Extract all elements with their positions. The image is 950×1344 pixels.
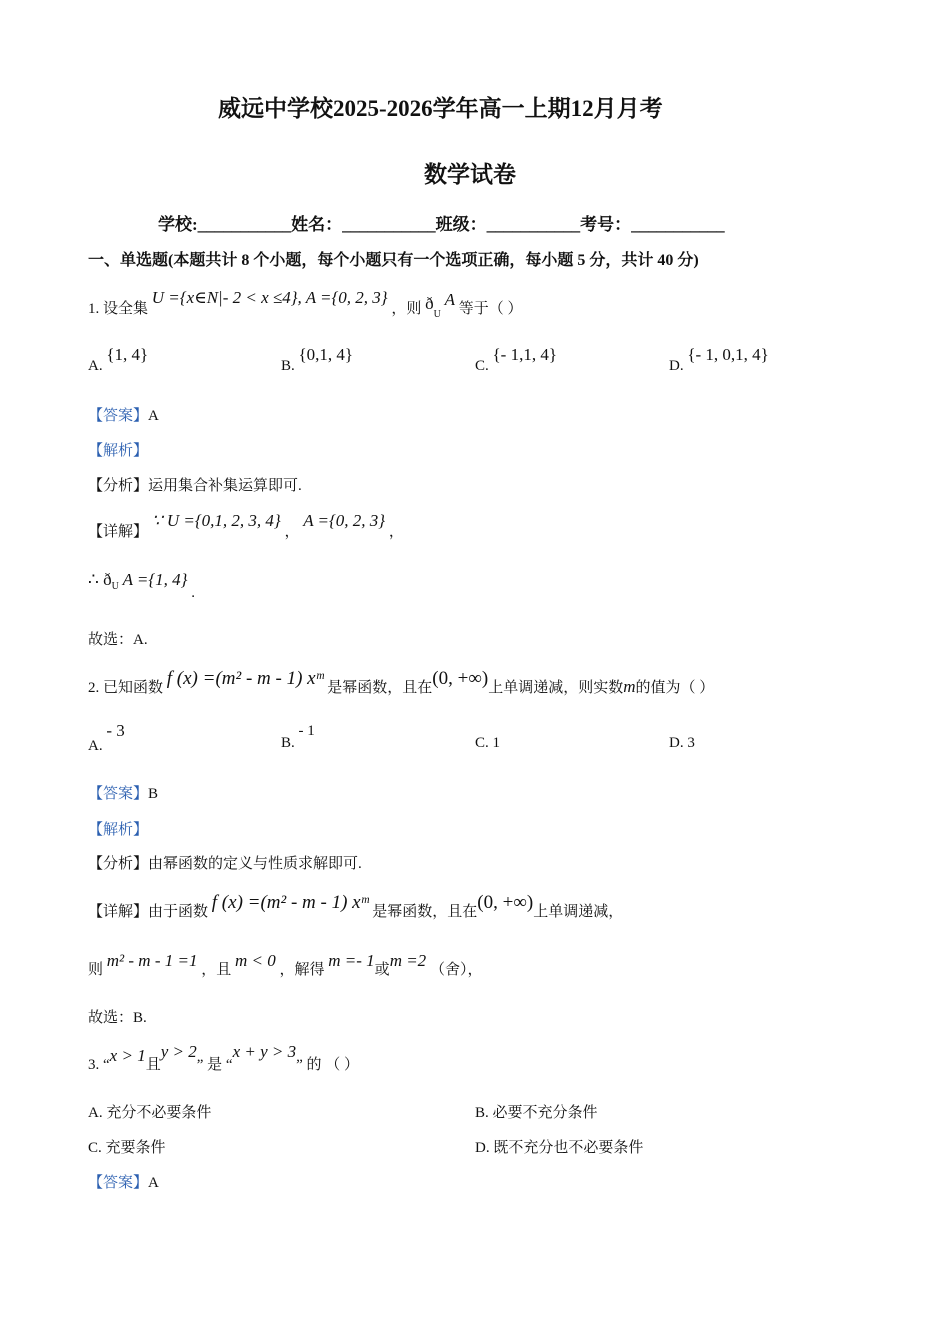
q2-option-a-label: A. <box>88 738 103 754</box>
q1-option-d-value: {- 1, 0,1, 4} <box>687 345 769 364</box>
q3-answer-tag: 【答案】 <box>88 1175 149 1191</box>
q3-cond2: y > 2 <box>160 1042 197 1061</box>
q2-prefix: 2. 已知函数 <box>88 680 164 696</box>
q1-detail-period: . <box>191 585 195 601</box>
q2-detail-text3: 上单调递减， <box>533 904 624 920</box>
q1-answer-tag: 【答案】 <box>88 408 149 424</box>
q2-suffix2: 的值为（ ） <box>635 680 715 696</box>
q1-analysis <box>88 474 302 495</box>
q1-answer <box>88 404 159 425</box>
q2-detail-jiede: ，解得 <box>279 962 325 978</box>
q3-cond3: x + y > 3 <box>232 1042 297 1061</box>
q3-and: 且 <box>145 1057 161 1073</box>
q1-option-a-label: A. <box>88 358 103 374</box>
q2-stem <box>88 668 715 698</box>
q1-detail-line2 <box>88 570 195 601</box>
q3-prefix: 3. “ <box>88 1057 110 1073</box>
q1-detail-U: ∵ U ={0,1, 2, 3, 4} <box>151 511 281 530</box>
q3-option-a-value: 充分不必要条件 <box>106 1105 212 1121</box>
q2-suffix: 上单调递减，则实数 <box>488 680 624 696</box>
q2-detail-eq2: m < 0 <box>234 951 276 970</box>
q1-detail-comma1: ， <box>284 524 300 540</box>
q1-detail-comma2: ， <box>388 524 404 540</box>
q2-answer-tag: 【答案】 <box>88 786 149 802</box>
exam-title: 威远中学校2025-2026学年高一上期12月月考 <box>218 96 663 121</box>
q2-answer <box>88 782 158 803</box>
q2-detail-line2 <box>88 951 483 979</box>
q2-detail-she: （舍）， <box>429 962 483 978</box>
q2-option-a-value: - 3 <box>106 721 125 740</box>
q1-complement-A: A <box>444 290 455 309</box>
q2-detail-tag: 【详解】 <box>88 904 149 920</box>
q3-cond1: x > 1 <box>109 1046 146 1065</box>
q1-detail-tag: 【详解】 <box>88 524 149 540</box>
q1-option-d <box>669 345 769 375</box>
q2-answer-value: B <box>148 786 159 802</box>
q1-conclusion: 故选：A. <box>88 632 148 648</box>
q3-option-d-value: 既不充分也不必要条件 <box>493 1140 644 1156</box>
q2-option-c-label: C. <box>475 735 489 751</box>
q1-detail-line1 <box>88 511 404 541</box>
q1-prefix: 1. 设全集 <box>88 301 149 317</box>
exam-subtitle: 数学试卷 <box>424 162 516 187</box>
q1-suffix: 等于（ ） <box>458 301 523 317</box>
q2-detail-eq1: m² - m - 1 =1 <box>106 951 198 970</box>
q3-option-a <box>88 1101 211 1122</box>
q3-answer <box>88 1171 159 1192</box>
q1-option-c-value: {- 1,1, 4} <box>492 345 557 364</box>
q1-option-a <box>88 345 149 375</box>
q1-mid: ，则 <box>391 301 422 317</box>
q3-answer-value: A <box>148 1175 159 1191</box>
q1-complement-sub: U <box>433 309 441 320</box>
q3-option-a-label: A. <box>88 1105 103 1121</box>
q2-detail-text1: 由于函数 <box>148 904 209 920</box>
q1-answer-value: A <box>148 408 159 424</box>
q2-detail-interval: (0, +∞) <box>477 892 534 913</box>
q2-option-c <box>475 735 500 752</box>
q2-detail-qie: ，且 <box>201 962 232 978</box>
q2-detail-huo: 或 <box>374 962 390 978</box>
q1-detail-A: A ={0, 2, 3} <box>303 511 386 530</box>
q1-detail-result: A ={1, 4} <box>122 570 188 589</box>
q2-option-d-value: 3 <box>687 735 695 751</box>
q1-detail-sub: U <box>111 581 119 592</box>
q3-option-b-label: B. <box>475 1105 489 1121</box>
q3-option-d <box>475 1136 643 1157</box>
q2-option-a <box>88 721 125 755</box>
q2-detail-eq3: m =- 1 <box>328 951 375 970</box>
q1-option-a-value: {1, 4} <box>106 345 149 364</box>
q2-detail-eq4: m =2 <box>389 951 427 970</box>
q1-option-c <box>475 345 557 375</box>
q3-suffix: ” 的 （ ） <box>296 1057 360 1073</box>
q1-jiexi-tag: 【解析】 <box>88 443 149 459</box>
q1-set-expression: U ={x∈N|- 2 < x ≤4}, A ={0, 2, 3} <box>151 288 388 307</box>
q1-complement-symbol: ð <box>425 294 434 313</box>
q3-option-c-label: C. <box>88 1140 102 1156</box>
q2-option-c-value: 1 <box>492 735 501 751</box>
q2-detail-ze: 则 <box>88 962 104 978</box>
q1-option-c-label: C. <box>475 358 489 374</box>
section-heading: 一、单选题(本题共计 8 个小题，每个小题只有一个选项正确，每小题 5 分，共计 40 分) <box>88 252 699 269</box>
q1-option-b <box>281 345 354 375</box>
q2-option-b-value: - 1 <box>298 723 315 739</box>
q1-option-d-label: D. <box>669 358 684 374</box>
q1-analysis-text: 运用集合补集运算即可. <box>148 478 302 494</box>
q2-jiexi-tag: 【解析】 <box>88 822 149 838</box>
q3-option-d-label: D. <box>475 1140 490 1156</box>
q1-option-b-label: B. <box>281 358 295 374</box>
q2-option-b-label: B. <box>281 735 295 751</box>
q2-analysis-tag: 【分析】 <box>88 856 149 872</box>
q2-detail-function: f (x) =(m² - m - 1) xᵐ <box>211 892 369 913</box>
q3-mid: ” 是 “ <box>196 1057 233 1073</box>
q2-function: f (x) =(m² - m - 1) xᵐ <box>166 668 324 689</box>
q2-interval: (0, +∞) <box>432 668 489 689</box>
q2-var: m <box>623 677 636 696</box>
student-info-line: 学校:___________姓名：___________班级：___________考号：___________ <box>158 215 725 234</box>
q1-stem <box>88 288 523 320</box>
q3-option-c <box>88 1136 166 1157</box>
q2-option-b <box>281 723 315 752</box>
q1-analysis-tag: 【分析】 <box>88 478 149 494</box>
q1-option-b-value: {0,1, 4} <box>298 345 354 364</box>
q3-option-b-value: 必要不充分条件 <box>492 1105 598 1121</box>
q2-mid: 是幂函数，且在 <box>327 680 433 696</box>
q1-detail-therefore: ∴ ð <box>88 570 112 589</box>
q2-option-d-label: D. <box>669 735 684 751</box>
q2-analysis <box>88 852 362 873</box>
q2-detail-text2: 是幂函数，且在 <box>372 904 478 920</box>
q2-detail-line1 <box>88 892 624 922</box>
q3-option-c-value: 充要条件 <box>105 1140 166 1156</box>
q2-analysis-text: 由幂函数的定义与性质求解即可. <box>148 856 362 872</box>
q2-conclusion: 故选：B. <box>88 1010 147 1026</box>
q2-option-d <box>669 735 695 752</box>
q3-stem <box>88 1042 360 1074</box>
q3-option-b <box>475 1101 598 1122</box>
